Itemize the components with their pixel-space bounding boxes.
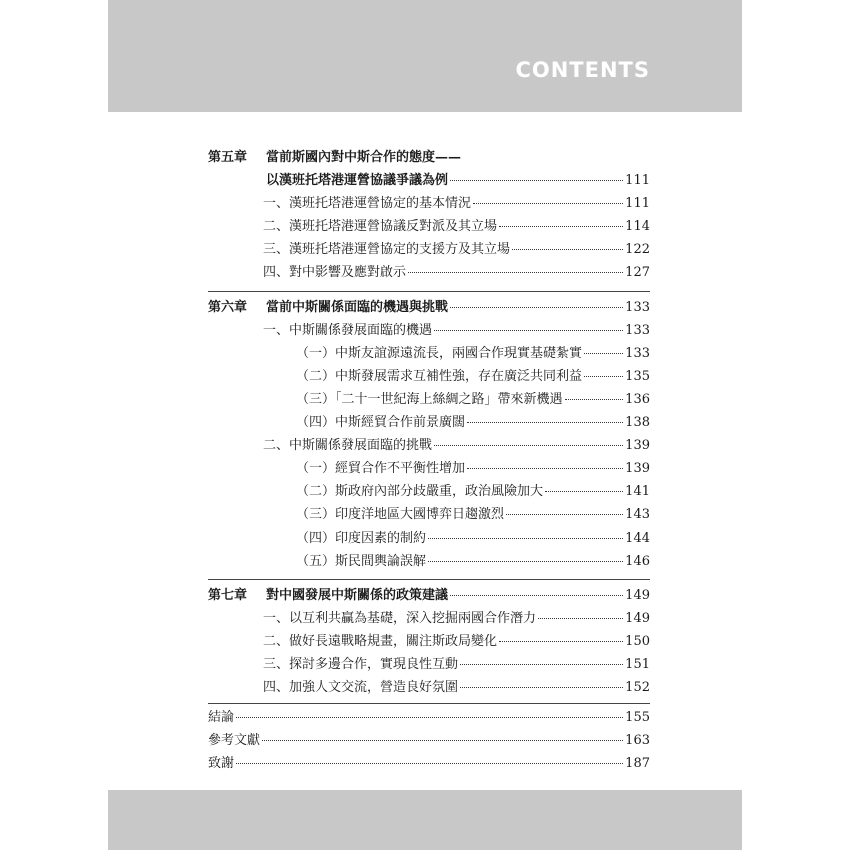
page-number: 141 [625, 484, 650, 500]
dot-leader [545, 490, 623, 492]
footer-band [108, 790, 742, 850]
entry-label: 一、漢班托塔港運營協定的基本情況 [263, 196, 472, 212]
dot-leader [236, 762, 623, 764]
dot-leader [428, 537, 623, 539]
chapter-number: 第五章 [208, 150, 248, 165]
dot-leader [473, 202, 623, 204]
entry-label: 參考文獻 [208, 733, 261, 749]
entry-label: 一、中斯關係發展面臨的機遇 [263, 322, 433, 338]
dot-leader [467, 467, 623, 469]
dot-leader [262, 739, 623, 741]
section-divider [208, 579, 650, 580]
toc-entry[interactable] [208, 527, 650, 550]
chapter-5-heading[interactable] [208, 146, 650, 169]
dot-leader [460, 686, 623, 688]
entry-label: 四、對中影響及應對啟示 [263, 265, 407, 281]
toc-entry[interactable] [208, 215, 650, 238]
entry-label: 二、漢班托塔港運營協議反對派及其立場 [263, 219, 498, 235]
dot-leader [434, 444, 623, 446]
entry-label: （一）中斯友誼源遠流長，兩國合作現實基礎紮實 [296, 345, 583, 361]
entry-label: 一、以互利共贏為基礎，深入挖掘兩國合作潛力 [263, 610, 537, 626]
entry-label: 二、做好長遠戰略規畫，關注斯政局變化 [263, 633, 498, 649]
dot-leader [236, 716, 623, 718]
toc-entry[interactable] [208, 550, 650, 573]
chapter-subtitle: 以漢班托塔港運營協議爭議為例 [266, 173, 449, 189]
page-number: 163 [625, 733, 650, 749]
dot-leader [428, 560, 623, 562]
entry-label: 結論 [208, 710, 235, 726]
page-number: 133 [625, 322, 650, 338]
page-number: 127 [625, 265, 650, 281]
entry-label: 三、漢班托塔港運營協定的支援方及其立場 [263, 242, 511, 258]
toc-entry[interactable] [208, 319, 650, 342]
toc-entry[interactable] [208, 729, 650, 752]
dot-leader [565, 398, 624, 400]
dot-leader [512, 248, 623, 250]
page-number: 139 [625, 461, 650, 477]
page-number: 155 [625, 710, 650, 726]
entry-label: 致謝 [208, 756, 235, 772]
page-number: 138 [625, 415, 650, 431]
chapter-title: 當前中斯關係面臨的機遇與挑戰 [266, 299, 449, 315]
chapter-title: 當前斯國內對中斯合作的態度—— [266, 150, 462, 165]
header-band [108, 0, 742, 112]
page-number: 111 [625, 196, 650, 212]
dot-leader [499, 640, 623, 642]
toc-entry[interactable] [208, 169, 650, 192]
toc-entry[interactable] [208, 752, 650, 775]
entry-label: （一）經貿合作不平衡性增加 [296, 461, 466, 477]
entry-label: （三）印度洋地區大國博弈日趨激烈 [296, 507, 505, 523]
page-number: 135 [625, 368, 650, 384]
dot-leader [450, 306, 623, 308]
page-number: 111 [625, 173, 650, 189]
toc-entry[interactable] [208, 503, 650, 526]
dot-leader [584, 375, 623, 377]
page-number: 136 [625, 391, 650, 407]
chapter-title: 對中國發展中斯關係的政策建議 [266, 587, 449, 603]
chapter-6-heading[interactable] [208, 296, 650, 319]
chapter-number: 第七章 [208, 587, 248, 603]
dot-leader [434, 329, 623, 331]
toc-entry[interactable] [208, 706, 650, 729]
chapter-7-heading[interactable] [208, 584, 650, 607]
toc-entry[interactable] [208, 480, 650, 503]
toc-entry[interactable] [208, 365, 650, 388]
page-number: 122 [625, 242, 650, 258]
page-number: 152 [625, 680, 650, 696]
page-number: 146 [625, 553, 650, 569]
entry-label: （四）印度因素的制約 [296, 530, 427, 546]
section-divider [208, 703, 650, 704]
toc-entry[interactable] [208, 676, 650, 699]
page-number: 150 [625, 633, 650, 649]
dot-leader [499, 225, 623, 227]
toc-entry[interactable] [208, 192, 650, 215]
entry-label: （三）「二十一世紀海上絲綢之路」帶來新機遇 [296, 391, 563, 407]
toc-entry[interactable] [208, 342, 650, 365]
toc-entry[interactable] [208, 457, 650, 480]
entry-label: 四、加強人文交流，營造良好氛圍 [263, 680, 459, 696]
dot-leader [506, 513, 623, 515]
page-number: 139 [625, 438, 650, 454]
table-of-contents [208, 146, 650, 775]
section-divider [208, 291, 650, 292]
dot-leader [584, 352, 623, 354]
page-number: 143 [625, 507, 650, 523]
entry-label: （五）斯民間輿論誤解 [296, 553, 427, 569]
toc-entry[interactable] [208, 630, 650, 653]
page-number: 151 [625, 656, 650, 672]
page-number: 187 [625, 756, 650, 772]
toc-entry[interactable] [208, 388, 650, 411]
entry-label: 三、探討多邊合作，實現良性互動 [263, 656, 459, 672]
toc-entry[interactable] [208, 607, 650, 630]
dot-leader [538, 617, 623, 619]
dot-leader [467, 421, 623, 423]
toc-entry[interactable] [208, 653, 650, 676]
page-title: CONTENTS [515, 58, 650, 82]
toc-entry[interactable] [208, 238, 650, 261]
entry-label: （四）中斯經貿合作前景廣闊 [296, 415, 466, 431]
dot-leader [408, 271, 623, 273]
toc-entry[interactable] [208, 411, 650, 434]
page-number: 133 [625, 299, 650, 315]
dot-leader [460, 663, 623, 665]
page-number: 114 [625, 219, 650, 235]
dot-leader [450, 594, 623, 596]
entry-label: （二）中斯發展需求互補性強，存在廣泛共同利益 [296, 368, 583, 384]
toc-entry[interactable] [208, 261, 650, 284]
toc-entry[interactable] [208, 434, 650, 457]
entry-label: （二）斯政府內部分歧嚴重，政治風險加大 [296, 484, 544, 500]
page-number: 133 [625, 345, 650, 361]
dot-leader [450, 179, 623, 181]
chapter-number: 第六章 [208, 299, 248, 315]
entry-label: 二、中斯關係發展面臨的挑戰 [263, 438, 433, 454]
page-number: 144 [625, 530, 650, 546]
page-number: 149 [625, 587, 650, 603]
page-number: 149 [625, 610, 650, 626]
